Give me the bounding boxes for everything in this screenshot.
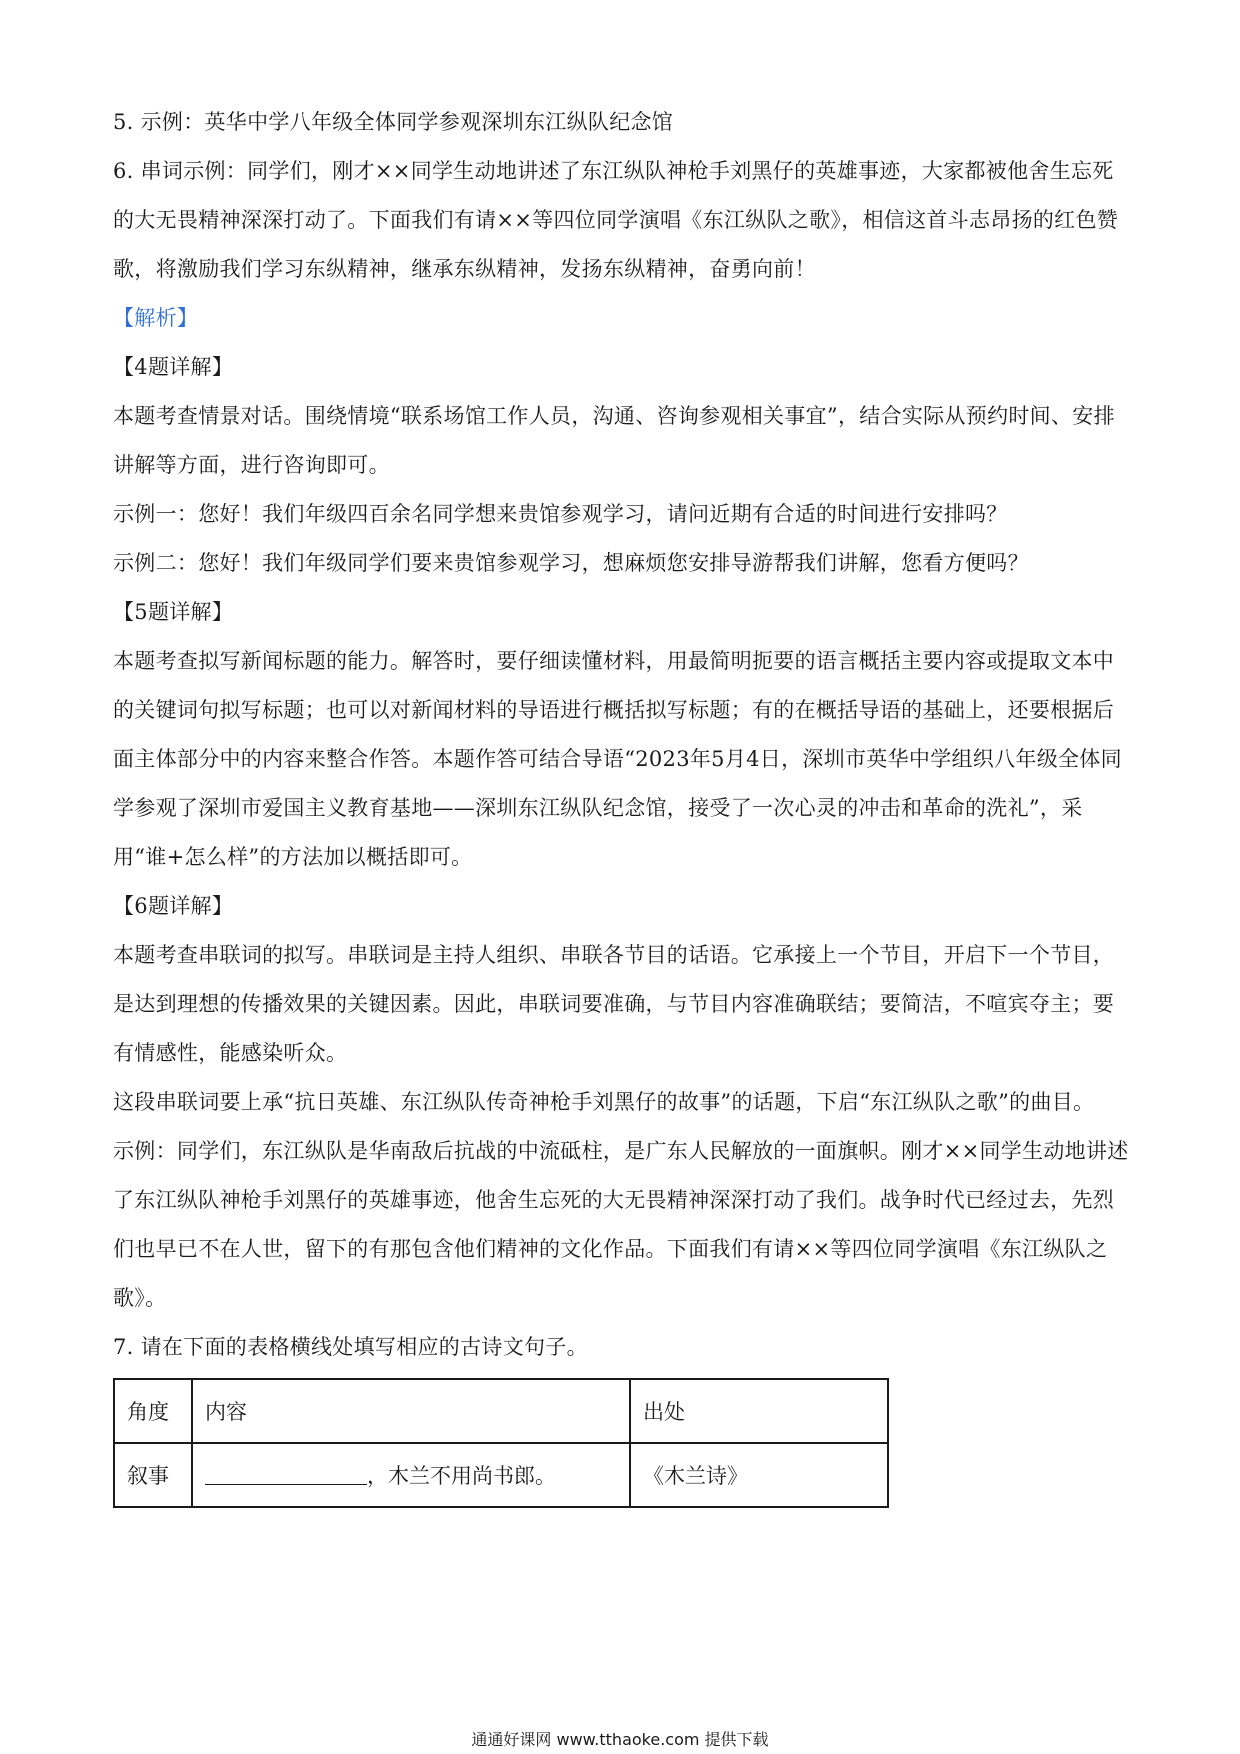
q6-example: 示例：同学们，东江纵队是华南敌后抗战的中流砥柱，是广东人民解放的一面旗帜。刚才××同学生动地讲述了东江纵队神枪手刘黑仔的英雄事迹，他舍生忘死的大无畏精神深深打动了我们。战争时代已经过去，先烈们也早已不在人世，留下的有那包含他们精神的文化作品。下面我们有请××等四位同学演唱《东江纵队之歌》。 [113,1139,1129,1310]
question-7-prompt: 7. 请在下面的表格横线处填写相应的古诗文句子。 [113,1335,588,1359]
q6-paragraph: 这段串联词要上承“抗日英雄、东江纵队传奇神枪手刘黑仔的故事”的话题，下启“东江纵队之歌”的曲目。 [113,1090,1095,1114]
table-header-angle: 角度 [114,1379,192,1443]
document-page [113,98,1133,1508]
q4-example-1: 示例一：您好！我们年级四百余名同学想来贵馆参观学习，请问近期有合适的时间进行安排吗？ [113,502,1008,526]
fill-in-blank[interactable] [205,1462,367,1485]
q6-paragraph: 本题考查串联词的拟写。串联词是主持人组织、串联各节目的话语。它承接上一个节目，开启下一个节目，是达到理想的传播效果的关键因素。因此，串联词要准确，与节目内容准确联结；要简洁，不喧宾夺主；要有情感性，能感染听众。 [113,943,1115,1065]
answer-6: 6. 串词示例：同学们，刚才××同学生动地讲述了东江纵队神枪手刘黑仔的英雄事迹，大家都被他舍生忘死的大无畏精神深深打动了。下面我们有请××等四位同学演唱《东江纵队之歌》，相信这首斗志昂扬的红色赞歌，将激励我们学习东纵精神，继承东纵精神，发扬东纵精神，奋勇向前！ [113,159,1119,281]
q4-heading: 【4题详解】 [113,355,234,379]
analysis-label: 【解析】 [113,306,199,330]
q6-heading: 【6题详解】 [113,894,234,918]
answer-5: 5. 示例：英华中学八年级全体同学参观深圳东江纵队纪念馆 [113,110,674,134]
q4-example-2: 示例二：您好！我们年级同学们要来贵馆参观学习，想麻烦您安排导游帮我们讲解，您看方便吗？ [113,551,1029,575]
table-cell-angle: 叙事 [114,1443,192,1507]
q5-heading: 【5题详解】 [113,600,234,624]
table-header-row [114,1379,888,1443]
table-header-source: 出处 [630,1379,888,1443]
page-footer: 通通好课网 www.tthaoke.com 提供下载 [471,1730,769,1749]
q4-paragraph: 本题考查情景对话。围绕情境“联系场馆工作人员，沟通、咨询参观相关事宜”，结合实际从预约时间、安排讲解等方面，进行咨询即可。 [113,404,1115,477]
q5-paragraph: 本题考查拟写新闻标题的能力。解答时，要仔细读懂材料，用最简明扼要的语言概括主要内容或提取文本中的关键词句拟写标题；也可以对新闻材料的导语进行概括拟写标题；有的在概括导语的基础上，还要根据后面主体部分中的内容来整合作答。本题作答可结合导语“2023年5月4日，深圳市英华中学组织八年级全体同学参观了深圳市爱国主义教育基地——深圳东江纵队纪念馆，接受了一次心灵的冲击和革命的洗礼”，采用“谁+怎么样”的方法加以概括即可。 [113,649,1122,869]
table-header-content: 内容 [192,1379,630,1443]
table-cell-content [192,1443,630,1507]
table-row [114,1443,888,1507]
table-cell-source: 《木兰诗》 [630,1443,888,1507]
poem-table [113,1378,889,1508]
content-suffix: ，木兰不用尚书郎。 [367,1464,556,1488]
